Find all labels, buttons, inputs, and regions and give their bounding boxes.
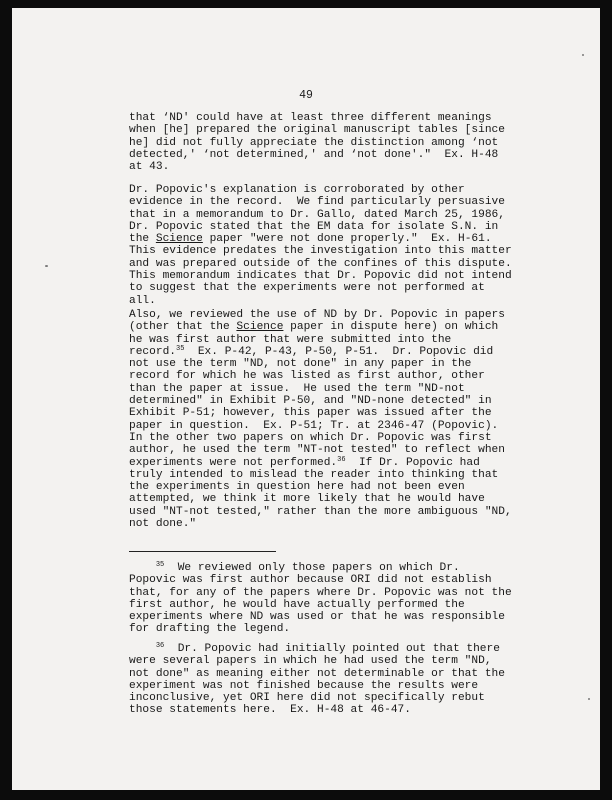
paragraph-other-papers: Also, we reviewed the use of ND by Dr. Popovic in papers (other that the Science paper in dispute here) on which he was first author that were submitted into the record.$^{35}$ Ex. P-42, P-43, P-50, P-51. Dr. Popovic did not use the term "ND, not done" in any paper in the record for which he was listed as first author, other than the paper at issue. He used the term "ND-not determined" in Exhibit P-50, and "ND-none detected" in Exhibit P-51; however, this paper was issued after the paper in question. Ex. P-51; Tr. at 2346-47 (Popovic). In the other two papers on which Dr. Popovic was first author, he used the term "NT-not tested" to reflect when experiments were not performed.$^{36}$ If Dr. Popovic had truly intended to mislead the reader into thinking that the experiments in question here had not been even attempted, we think it more likely that he would have used "NT-not tested," rather than the more ambiguous "ND, not done." [129, 309, 512, 531]
footnote-marker: 35 [155, 561, 165, 569]
page-number: 49 [299, 89, 313, 102]
scan-speck [582, 54, 584, 56]
journal-title-underlined: Science [236, 321, 284, 334]
footnote-ref-36: 36 [337, 455, 346, 464]
paragraph-corroboration: Dr. Popovic's explanation is corroborated by other evidence in the record. We find particularly persuasive that in a memorandum to Dr. Gallo, dated March 25, 1986, Dr. Popovic stated that the EM data for isolate S.N. in the Science paper "were not done properly." Ex. H-61. This evidence predates the investigation into this matter and was prepared outside of the confines of this dispute. This memorandum indicates that Dr. Popovic did not intend to suggest that the experiments were not performed at all. [129, 184, 512, 307]
journal-title-underlined: Science [155, 233, 203, 246]
scan-speck [45, 265, 48, 267]
scan-speck [588, 698, 590, 700]
footnote-ref-35: 35 [176, 344, 185, 353]
document-page [12, 8, 600, 790]
footnote-35: $^{35}$ We reviewed only those papers on which Dr. Popovic was first author because ORI did not establish that, for any of the papers where Dr. Popovic was not the first author, he would have actually performed the experiments where ND was used or that he was responsible for drafting the legend. [129, 561, 512, 636]
footnote-divider [129, 551, 276, 552]
footnote-marker: 36 [155, 642, 165, 650]
paragraph-quote-continuation: that ‘ND' could have at least three different meanings when [he] prepared the original manuscript tables [since he] did not fully appreciate the distinction among ‘not detected,' ‘not determined,' and ‘not done'." Ex. H-48 at 43. [129, 112, 505, 174]
footnote-36: $^{36}$ Dr. Popovic had initially pointed out that there were several papers in which he had used the term "ND, not done" as meaning either not determinable or that the experiment was not finished because the results were inconclusive, yet ORI here did not specifically rebut those statements here. Ex. H-48 at 46-47. [129, 642, 505, 717]
